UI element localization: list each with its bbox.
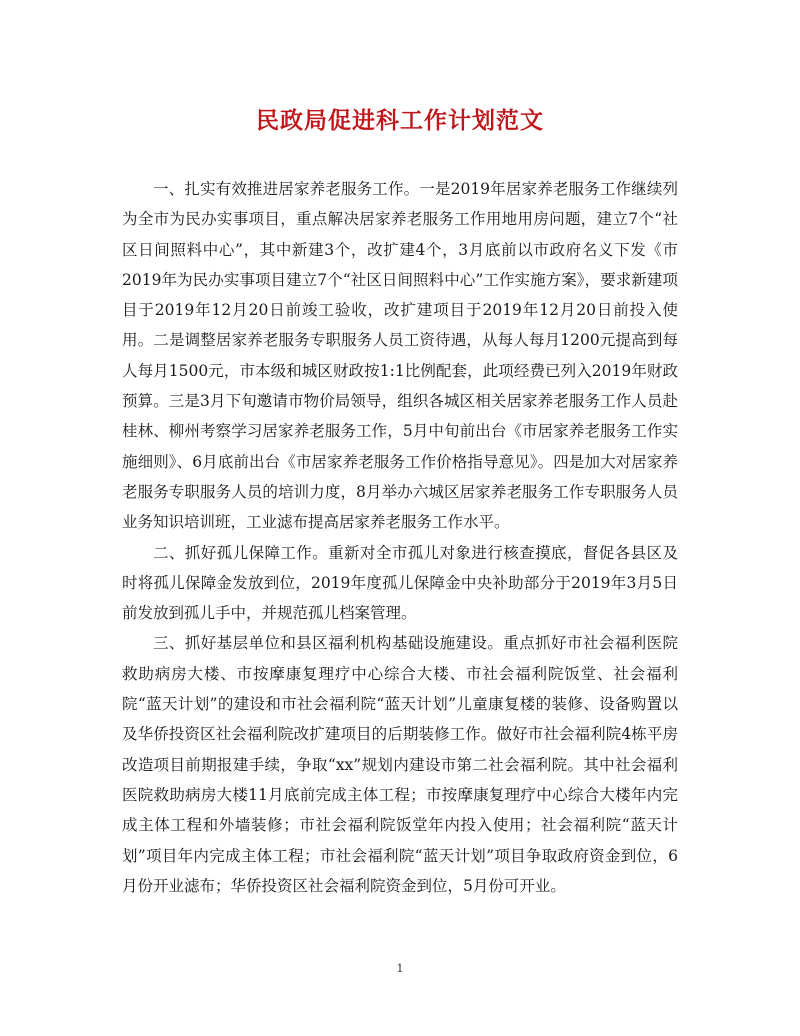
document-body	[122, 174, 678, 901]
paragraph-home-elderly-care: 一、扎实有效推进居家养老服务工作。一是2019年居家养老服务工作继续列为全市为民办实事项目，重点解决居家养老服务工作用地用房问题，建立7个“社区日间照料中心”，其中新建3个，改扩建4个，3月底前以市政府名义下发《市2019年为民办实事项目建立7个“社区日间照料中心”工作实施方案》，要求新建项目于2019年12月20日前竣工验收，改扩建项目于2019年12月20日前投入使用。二是调整居家养老服务专职服务人员工资待遇，从每人每月1200元提高到每人每月1500元，市本级和城区财政按1:1比例配套，此项经费已列入2019年财政预算。三是3月下旬邀请市物价局领导，组织各城区相关居家养老服务工作人员赴桂林、柳州考察学习居家养老服务工作，5月中旬前出台《市居家养老服务工作实施细则》、6月底前出台《市居家养老服务工作价格指导意见》。四是加大对居家养老服务专职服务人员的培训力度，8月举办六城区居家养老服务工作专职服务人员业务知识培训班，工业滤布提高居家养老服务工作水平。	[122, 180, 678, 532]
paragraph-orphan-protection: 二、抓好孤儿保障工作。重新对全市孤儿对象进行核查摸底，督促各县区及时将孤儿保障金发放到位，2019年度孤儿保障金中央补助部分于2019年3月5日前发放到孤儿手中，并规范孤儿档案管理。	[122, 543, 678, 623]
document-title: 民政局促进科工作计划范文	[256, 107, 544, 134]
paragraph-welfare-infrastructure: 三、抓好基层单位和县区福利机构基础设施建设。重点抓好市社会福利医院救助病房大楼、市按摩康复理疗中心综合大楼、市社会福利院饭堂、社会福利院“蓝天计划”的建设和市社会福利院“蓝天计划”儿童康复楼的装修、设备购置以及华侨投资区社会福利院改扩建项目的后期装修工作。做好市社会福利院4栋平房改造项目前期报建手续，争取“xx”规划内建设市第二社会福利院。其中社会福利医院救助病房大楼11月底前完成主体工程；市按摩康复理疗中心综合大楼年内完成主体工程和外墙装修；市社会福利院饭堂年内投入使用；社会福利院“蓝天计划”项目年内完成主体工程；市社会福利院“蓝天计划”项目争取政府资金到位，6月份开业滤布；华侨投资区社会福利院资金到位，5月份可开业。	[122, 634, 678, 895]
page-number: 1	[396, 962, 404, 975]
